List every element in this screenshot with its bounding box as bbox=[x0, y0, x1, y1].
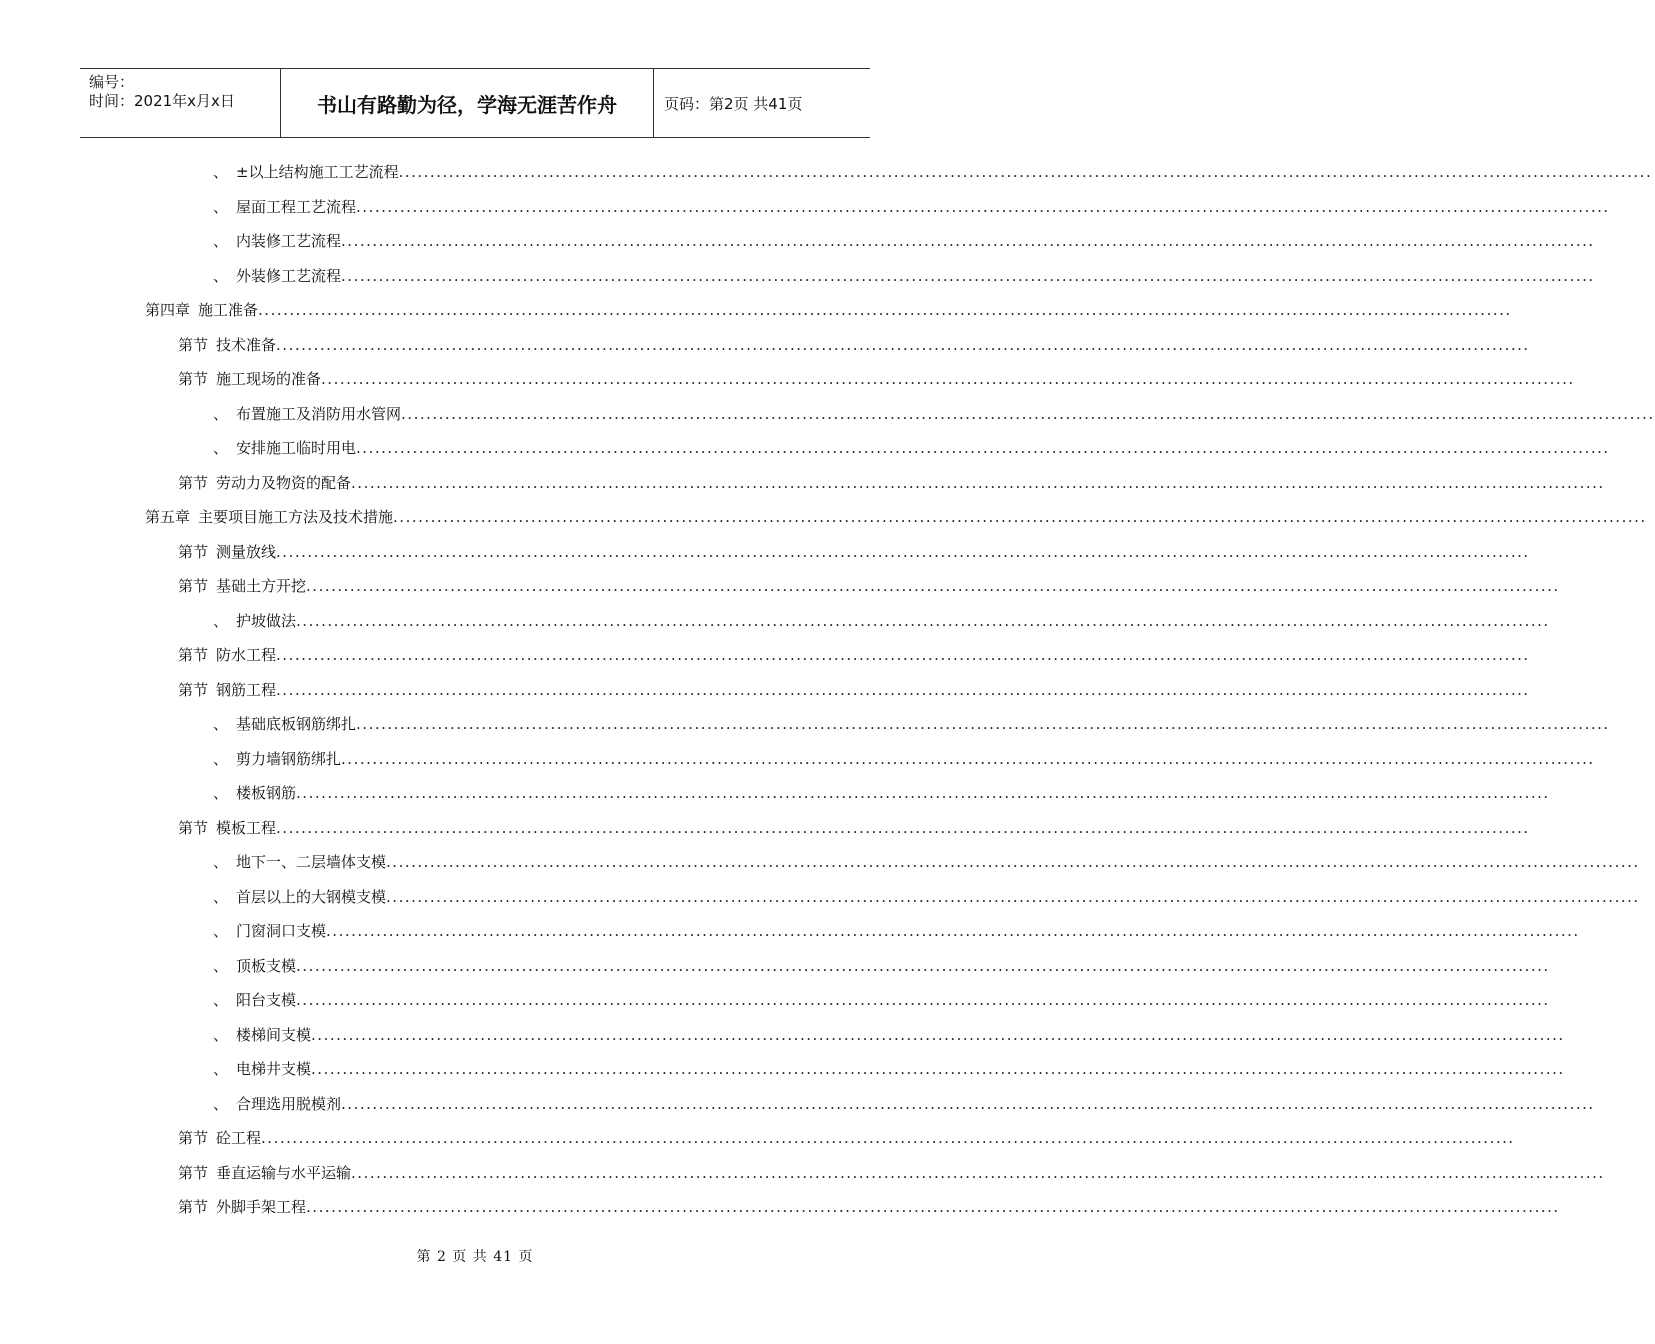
toc-dot-leader: ........................................................................................................................................................................................................ bbox=[276, 818, 1530, 837]
toc-entry-prefix: 、 bbox=[213, 784, 229, 802]
toc-entry bbox=[213, 1025, 1565, 1045]
toc-entry-title: 首层以上的大钢模支模 bbox=[236, 887, 387, 906]
toc-dot-leader: ........................................................................................................................................................................................................ bbox=[306, 577, 1560, 595]
toc-entry bbox=[213, 990, 1550, 1010]
toc-entry-prefix: 、 bbox=[213, 1060, 229, 1078]
toc-entry-prefix: 、 bbox=[213, 611, 229, 630]
toc-entry-prefix: 第节 bbox=[178, 370, 209, 388]
toc-entry bbox=[178, 335, 1530, 355]
toc-entry-prefix: 第节 bbox=[178, 680, 209, 699]
toc-dot-leader: ........................................................................................................................................................................................................ bbox=[276, 335, 1530, 354]
toc-entry-title: 外装修工艺流程 bbox=[236, 266, 342, 285]
toc-entry-prefix: 第节 bbox=[178, 335, 209, 354]
toc-entry bbox=[213, 438, 1610, 458]
toc-dot-leader: ........................................................................................................................................................................................................ bbox=[306, 1198, 1560, 1216]
toc-entry bbox=[213, 783, 1550, 803]
toc-dot-leader: ........................................................................................................................................................................................................ bbox=[341, 232, 1595, 250]
toc-dot-leader: ........................................................................................................................................................................................................ bbox=[341, 1094, 1595, 1113]
toc-entry-title: 门窗洞口支模 bbox=[236, 922, 327, 940]
toc-entry bbox=[213, 852, 1640, 872]
toc-entry bbox=[178, 818, 1530, 838]
toc-entry bbox=[178, 1128, 1515, 1148]
toc-entry bbox=[213, 921, 1580, 941]
toc-entry bbox=[213, 231, 1595, 251]
toc-dot-leader: ........................................................................................................................................................................................................ bbox=[341, 749, 1595, 768]
toc-entry-title: 顶板支模 bbox=[236, 956, 297, 975]
toc-dot-leader: ........................................................................................................................................................................................................ bbox=[351, 473, 1605, 492]
toc-entry-prefix: 、 bbox=[213, 1094, 229, 1113]
toc-entry bbox=[213, 197, 1610, 217]
toc-entry-prefix: 、 bbox=[213, 853, 229, 871]
page-footer: 第 2 页 共 41 页 bbox=[416, 1249, 534, 1265]
toc-dot-leader: ........................................................................................................................................................................................................ bbox=[386, 853, 1640, 871]
toc-entry bbox=[178, 645, 1530, 665]
toc-dot-leader: ........................................................................................................................................................................................................ bbox=[296, 956, 1550, 975]
toc-entry-prefix: 第节 bbox=[178, 1163, 209, 1182]
toc-entry-title: 垂直运输与水平运输 bbox=[216, 1163, 352, 1182]
toc-entry-prefix: 、 bbox=[213, 887, 229, 906]
toc-entry-title: 基础土方开挖 bbox=[216, 577, 307, 595]
toc-entry-prefix: 、 bbox=[213, 922, 229, 940]
toc-dot-leader: ........................................................................................................................................................................................................ bbox=[276, 646, 1530, 664]
toc-entry bbox=[213, 162, 1653, 182]
toc-entry bbox=[213, 611, 1550, 631]
toc-entry-title: 主要项目施工方法及技术措施 bbox=[198, 508, 394, 526]
header-motto: 书山有路勤为径，学海无涯苦作舟 bbox=[281, 69, 654, 137]
toc-entry-prefix: 、 bbox=[213, 1025, 229, 1044]
toc-entry-title: 施工现场的准备 bbox=[216, 370, 322, 388]
toc-dot-leader: ........................................................................................................................................................................................................ bbox=[321, 370, 1575, 388]
toc-entry-prefix: 、 bbox=[213, 956, 229, 975]
toc-entry-title: 护坡做法 bbox=[236, 611, 297, 630]
toc-entry-prefix: 第节 bbox=[178, 1198, 209, 1216]
toc-dot-leader: ........................................................................................................................................................................................................ bbox=[296, 784, 1550, 802]
toc-entry-prefix: 第节 bbox=[178, 1129, 209, 1147]
toc-entry-prefix: 第五章 bbox=[145, 508, 191, 526]
toc-entry bbox=[178, 369, 1575, 389]
toc-entry-prefix: 、 bbox=[213, 991, 229, 1009]
toc-dot-leader: ........................................................................................................................................................................................................ bbox=[276, 680, 1530, 699]
toc-entry bbox=[145, 507, 1647, 527]
toc-entry bbox=[213, 266, 1595, 286]
toc-entry-title: 安排施工临时用电 bbox=[236, 439, 357, 457]
toc-entry bbox=[213, 749, 1595, 769]
toc-entry-title: 砼工程 bbox=[216, 1129, 262, 1147]
toc-entry bbox=[178, 1163, 1605, 1183]
toc-entry bbox=[213, 714, 1610, 734]
toc-entry-prefix: 第节 bbox=[178, 818, 209, 837]
toc-entry bbox=[213, 1094, 1595, 1114]
toc-entry-prefix: 、 bbox=[213, 266, 229, 285]
toc-entry-prefix: 、 bbox=[213, 749, 229, 768]
toc-entry-prefix: 、 bbox=[213, 197, 229, 216]
toc-dot-leader: ........................................................................................................................................................................................................ bbox=[326, 922, 1580, 940]
toc-dot-leader: ........................................................................................................................................................................................................ bbox=[261, 1129, 1515, 1147]
toc-entry-title: ±以上结构施工工艺流程 bbox=[236, 163, 399, 181]
toc-entry-title: 布置施工及消防用水管网 bbox=[236, 404, 402, 423]
toc-dot-leader: ........................................................................................................................................................................................................ bbox=[356, 715, 1610, 733]
header-meta bbox=[80, 69, 281, 137]
toc-entry-prefix: 第节 bbox=[178, 646, 209, 664]
toc-entry-title: 劳动力及物资的配备 bbox=[216, 473, 352, 492]
toc-entry bbox=[178, 473, 1605, 493]
page-header bbox=[80, 68, 870, 138]
toc-entry-title: 电梯井支模 bbox=[236, 1060, 312, 1078]
toc-dot-leader: ........................................................................................................................................................................................................ bbox=[393, 508, 1647, 526]
toc-entry-prefix: 第节 bbox=[178, 542, 209, 561]
toc-entry-prefix: 、 bbox=[213, 163, 229, 181]
toc-entry-prefix: 、 bbox=[213, 404, 229, 423]
toc-dot-leader: ........................................................................................................................................................................................................ bbox=[296, 611, 1550, 630]
toc-dot-leader: ........................................................................................................................................................................................................ bbox=[351, 1163, 1605, 1182]
toc-entry bbox=[178, 1197, 1560, 1217]
toc-entry bbox=[178, 542, 1530, 562]
toc-entry-title: 基础底板钢筋绑扎 bbox=[236, 715, 357, 733]
number-label: 编号： bbox=[89, 73, 135, 91]
toc-dot-leader: ........................................................................................................................................................................................................ bbox=[311, 1060, 1565, 1078]
toc-entry-title: 内装修工艺流程 bbox=[236, 232, 342, 250]
toc-entry-title: 测量放线 bbox=[216, 542, 277, 561]
toc-entry-title: 钢筋工程 bbox=[216, 680, 277, 699]
toc-entry bbox=[145, 300, 1512, 320]
toc-entry-title: 地下一、二层墙体支模 bbox=[236, 853, 387, 871]
toc-dot-leader: ........................................................................................................................................................................................................ bbox=[296, 991, 1550, 1009]
toc-entry-title: 楼板钢筋 bbox=[236, 784, 297, 802]
time-label: 时间：2021年x月x日 bbox=[89, 92, 235, 110]
toc-entry-prefix: 第节 bbox=[178, 577, 209, 595]
toc-dot-leader: ........................................................................................................................................................................................................ bbox=[386, 887, 1640, 906]
toc-entry-prefix: 、 bbox=[213, 715, 229, 733]
toc-entry bbox=[213, 956, 1550, 976]
toc-entry-prefix: 第节 bbox=[178, 473, 209, 492]
header-page-info: 页码：第2页 共41页 bbox=[664, 94, 803, 113]
toc-dot-leader: ........................................................................................................................................................................................................ bbox=[276, 542, 1530, 561]
toc-entry-title: 施工准备 bbox=[198, 301, 259, 319]
toc-dot-leader: ........................................................................................................................................................................................................ bbox=[401, 404, 1655, 423]
toc-entry-prefix: 第四章 bbox=[145, 301, 191, 319]
toc-entry-title: 阳台支模 bbox=[236, 991, 297, 1009]
toc-entry-title: 合理选用脱模剂 bbox=[236, 1094, 342, 1113]
toc-entry-title: 外脚手架工程 bbox=[216, 1198, 307, 1216]
toc-dot-leader: ........................................................................................................................................................................................................ bbox=[258, 301, 1512, 319]
toc-entry bbox=[178, 680, 1530, 700]
toc-entry-title: 屋面工程工艺流程 bbox=[236, 197, 357, 216]
toc-entry bbox=[213, 1059, 1565, 1079]
toc-dot-leader: ........................................................................................................................................................................................................ bbox=[341, 266, 1595, 285]
toc-entry bbox=[213, 404, 1655, 424]
toc-entry-title: 楼梯间支模 bbox=[236, 1025, 312, 1044]
toc-entry-title: 防水工程 bbox=[216, 646, 277, 664]
toc-dot-leader: ........................................................................................................................................................................................................ bbox=[398, 163, 1653, 181]
toc-dot-leader: ........................................................................................................................................................................................................ bbox=[356, 439, 1610, 457]
toc-dot-leader: ........................................................................................................................................................................................................ bbox=[311, 1025, 1565, 1044]
toc-entry-title: 模板工程 bbox=[216, 818, 277, 837]
toc-entry-title: 技术准备 bbox=[216, 335, 277, 354]
toc-entry-prefix: 、 bbox=[213, 232, 229, 250]
toc-entry bbox=[178, 576, 1560, 596]
toc-entry-prefix: 、 bbox=[213, 439, 229, 457]
toc-entry bbox=[213, 887, 1640, 907]
toc-dot-leader: ........................................................................................................................................................................................................ bbox=[356, 197, 1610, 216]
toc-entry-title: 剪力墙钢筋绑扎 bbox=[236, 749, 342, 768]
